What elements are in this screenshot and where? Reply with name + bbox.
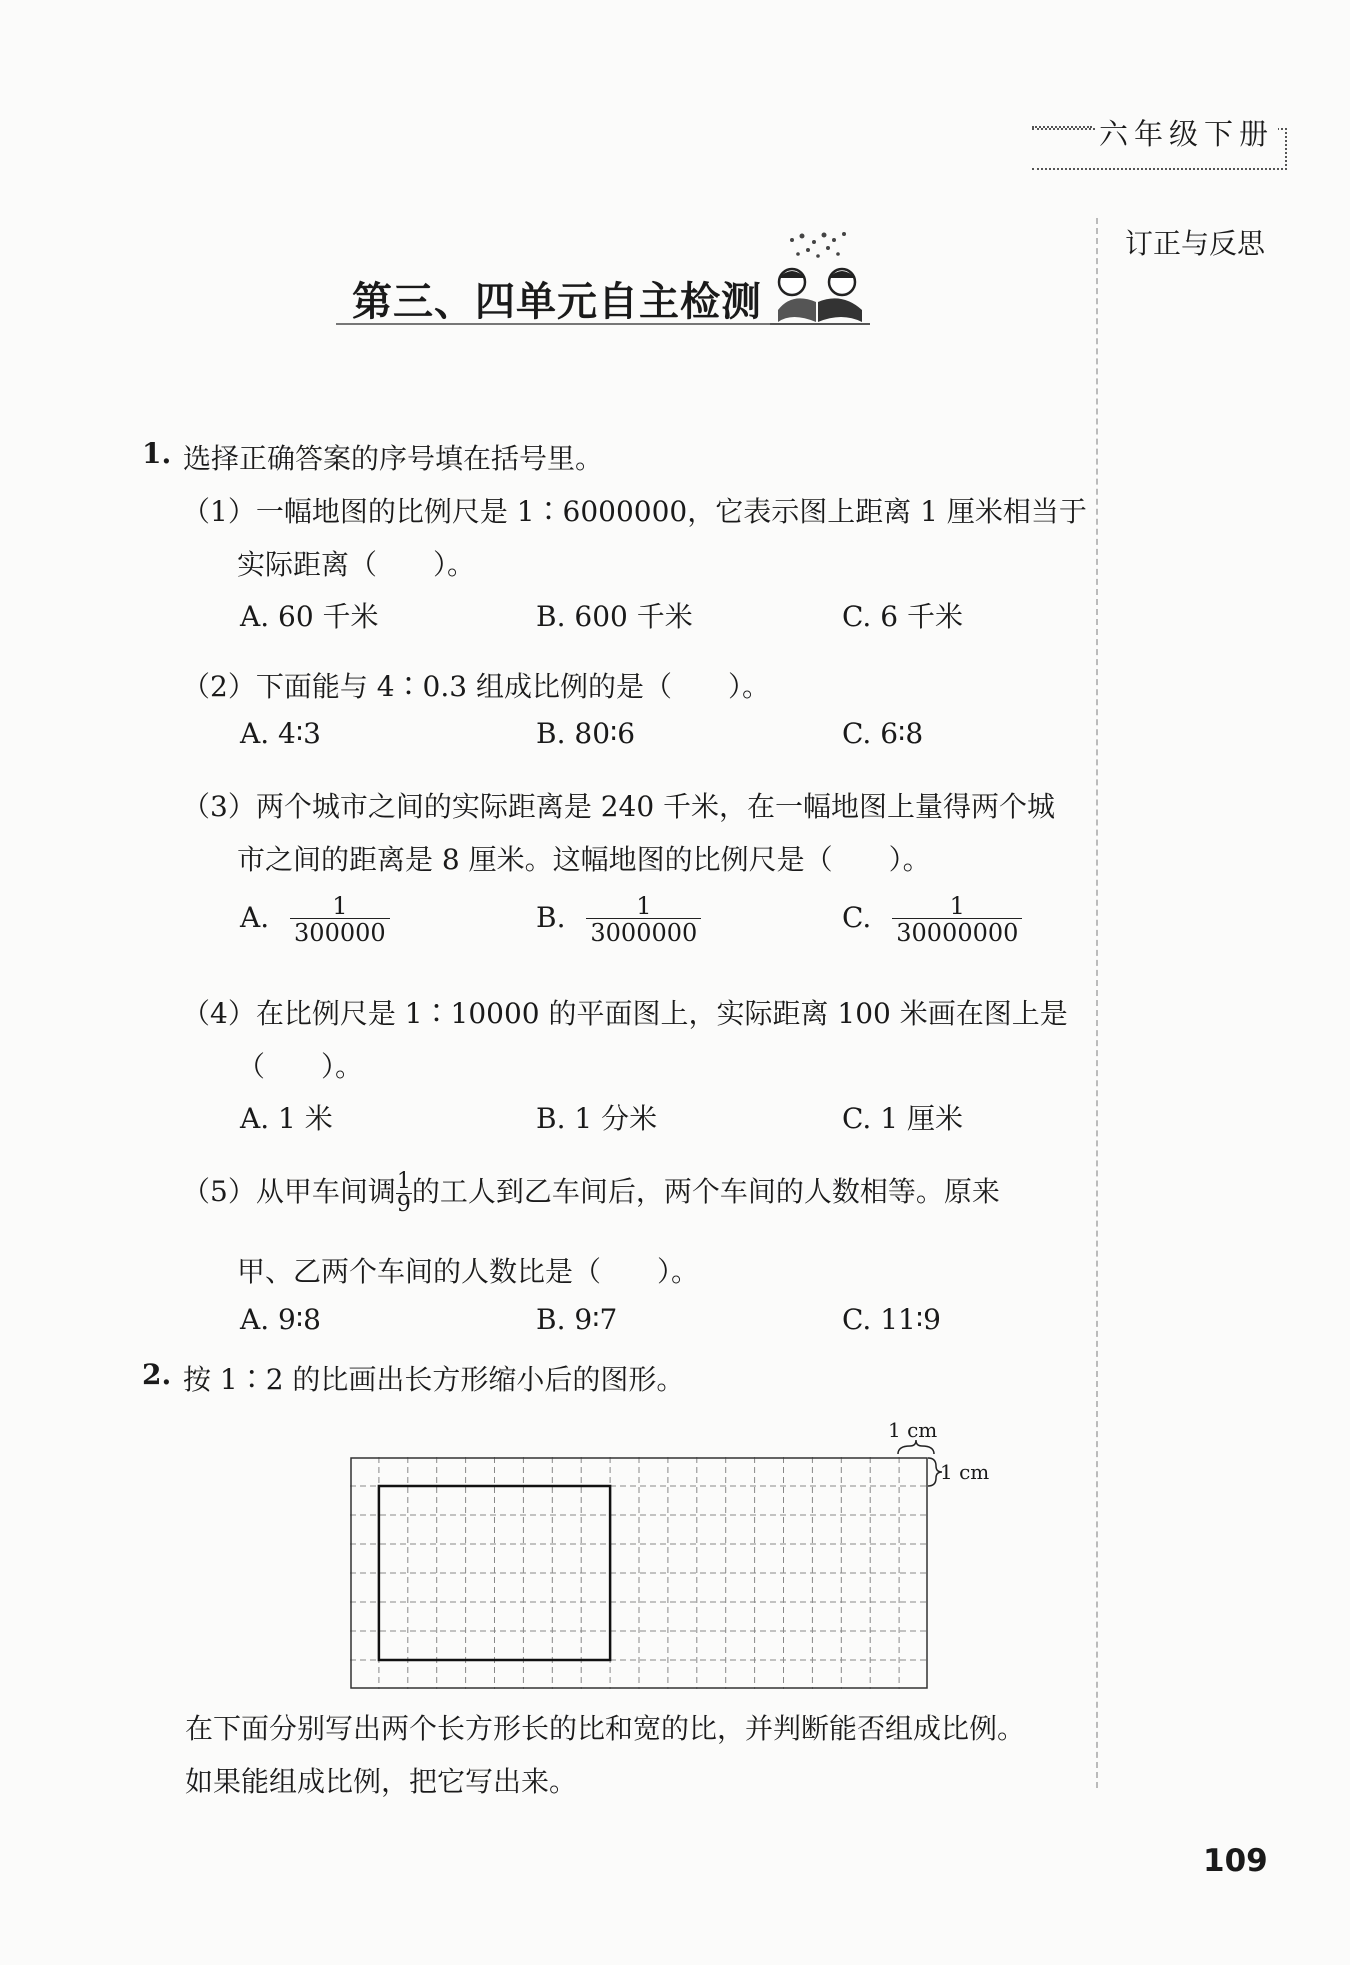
q1-sub4-line2: （ ）。 [237,1050,364,1083]
q1-sub5-option-a: A. 9∶8 [240,1303,321,1336]
sidebar-divider [1096,218,1098,1788]
q1-sub5-line1 [182,1170,1000,1216]
fraction-one-ninth [396,1171,412,1216]
numerator: 1 [396,1169,411,1194]
q1-sub3-line2: 市之间的距离是 8 厘米。这幅地图的比例尺是（ ）。 [237,843,931,876]
q2-instruction-line2: 如果能组成比例，把它写出来。 [185,1765,578,1798]
question-1-number: 1. [142,437,172,470]
cm-label-vertical: 1 cm [940,1460,990,1484]
option-letter: C. [842,901,872,934]
q1-sub1-option-c: C. 6 千米 [842,600,963,633]
q1-sub2-line1: （2）下面能与 4∶0.3 组成比例的是（ ）。 [182,670,770,703]
question-2-prompt: 按 1∶2 的比画出长方形缩小后的图形。 [183,1363,685,1396]
q1-sub1-line1: （1）一幅地图的比例尺是 1∶6000000，它表示图上距离 1 厘米相当于 [182,495,1087,528]
q1-sub5-line2: 甲、乙两个车间的人数比是（ ）。 [237,1255,700,1288]
q1-sub3-line1: （3）两个城市之间的实际距离是 240 千米，在一幅地图上量得两个城 [182,790,1056,823]
q2-instruction-line1: 在下面分别写出两个长方形长的比和宽的比，并判断能否组成比例。 [185,1712,1026,1745]
question-2-number: 2. [142,1358,172,1391]
numerator: 1 [636,892,652,920]
q1-sub1-option-b: B. 600 千米 [536,600,693,633]
fraction [290,894,390,945]
q1-sub4-line1: （4）在比例尺是 1∶10000 的平面图上，实际距离 100 米画在图上是 [182,997,1068,1030]
q1-sub4-option-b: B. 1 分米 [536,1102,658,1135]
option-letter: A. [240,901,270,934]
q1-sub1-line2: 实际距离（ ）。 [237,548,476,581]
q1-sub5-option-c: C. 11∶9 [842,1303,941,1336]
q1-sub5-pre: （5）从甲车间调 [182,1175,396,1208]
fraction [892,894,1022,945]
q1-sub3-option-b [536,894,701,945]
numerator: 1 [949,892,965,920]
q1-sub3-option-a [240,894,390,945]
unit-title: 第三、四单元自主检测 [352,278,762,325]
q1-sub4-option-a: A. 1 米 [240,1102,333,1135]
denominator: 3000000 [586,918,701,945]
q1-sub5-post: 的工人到乙车间后，两个车间的人数相等。原来 [411,1175,1000,1208]
grade-label: 六年级下册 [1095,112,1278,153]
q1-sub4-option-c: C. 1 厘米 [842,1102,963,1135]
reading-kids-icon [770,230,870,325]
q1-sub2-option-a: A. 4∶3 [240,717,321,750]
fraction [586,894,701,945]
drawing-grid[interactable] [350,1457,928,1689]
q1-sub3-option-c [842,894,1022,945]
q1-sub2-option-c: C. 6∶8 [842,717,924,750]
correction-reflection-title: 订正与反思 [1125,227,1266,260]
q1-sub2-option-b: B. 80∶6 [536,717,636,750]
denominator: 9 [396,1192,411,1217]
question-1-prompt: 选择正确答案的序号填在括号里。 [183,442,604,475]
cm-label-horizontal: 1 cm [888,1418,938,1442]
numerator: 1 [332,892,348,920]
q1-sub5-option-b: B. 9∶7 [536,1303,618,1336]
denominator: 300000 [290,918,390,945]
option-letter: B. [536,901,566,934]
denominator: 30000000 [892,918,1022,945]
page-number: 109 [1203,1843,1268,1879]
q1-sub1-option-a: A. 60 千米 [240,600,379,633]
